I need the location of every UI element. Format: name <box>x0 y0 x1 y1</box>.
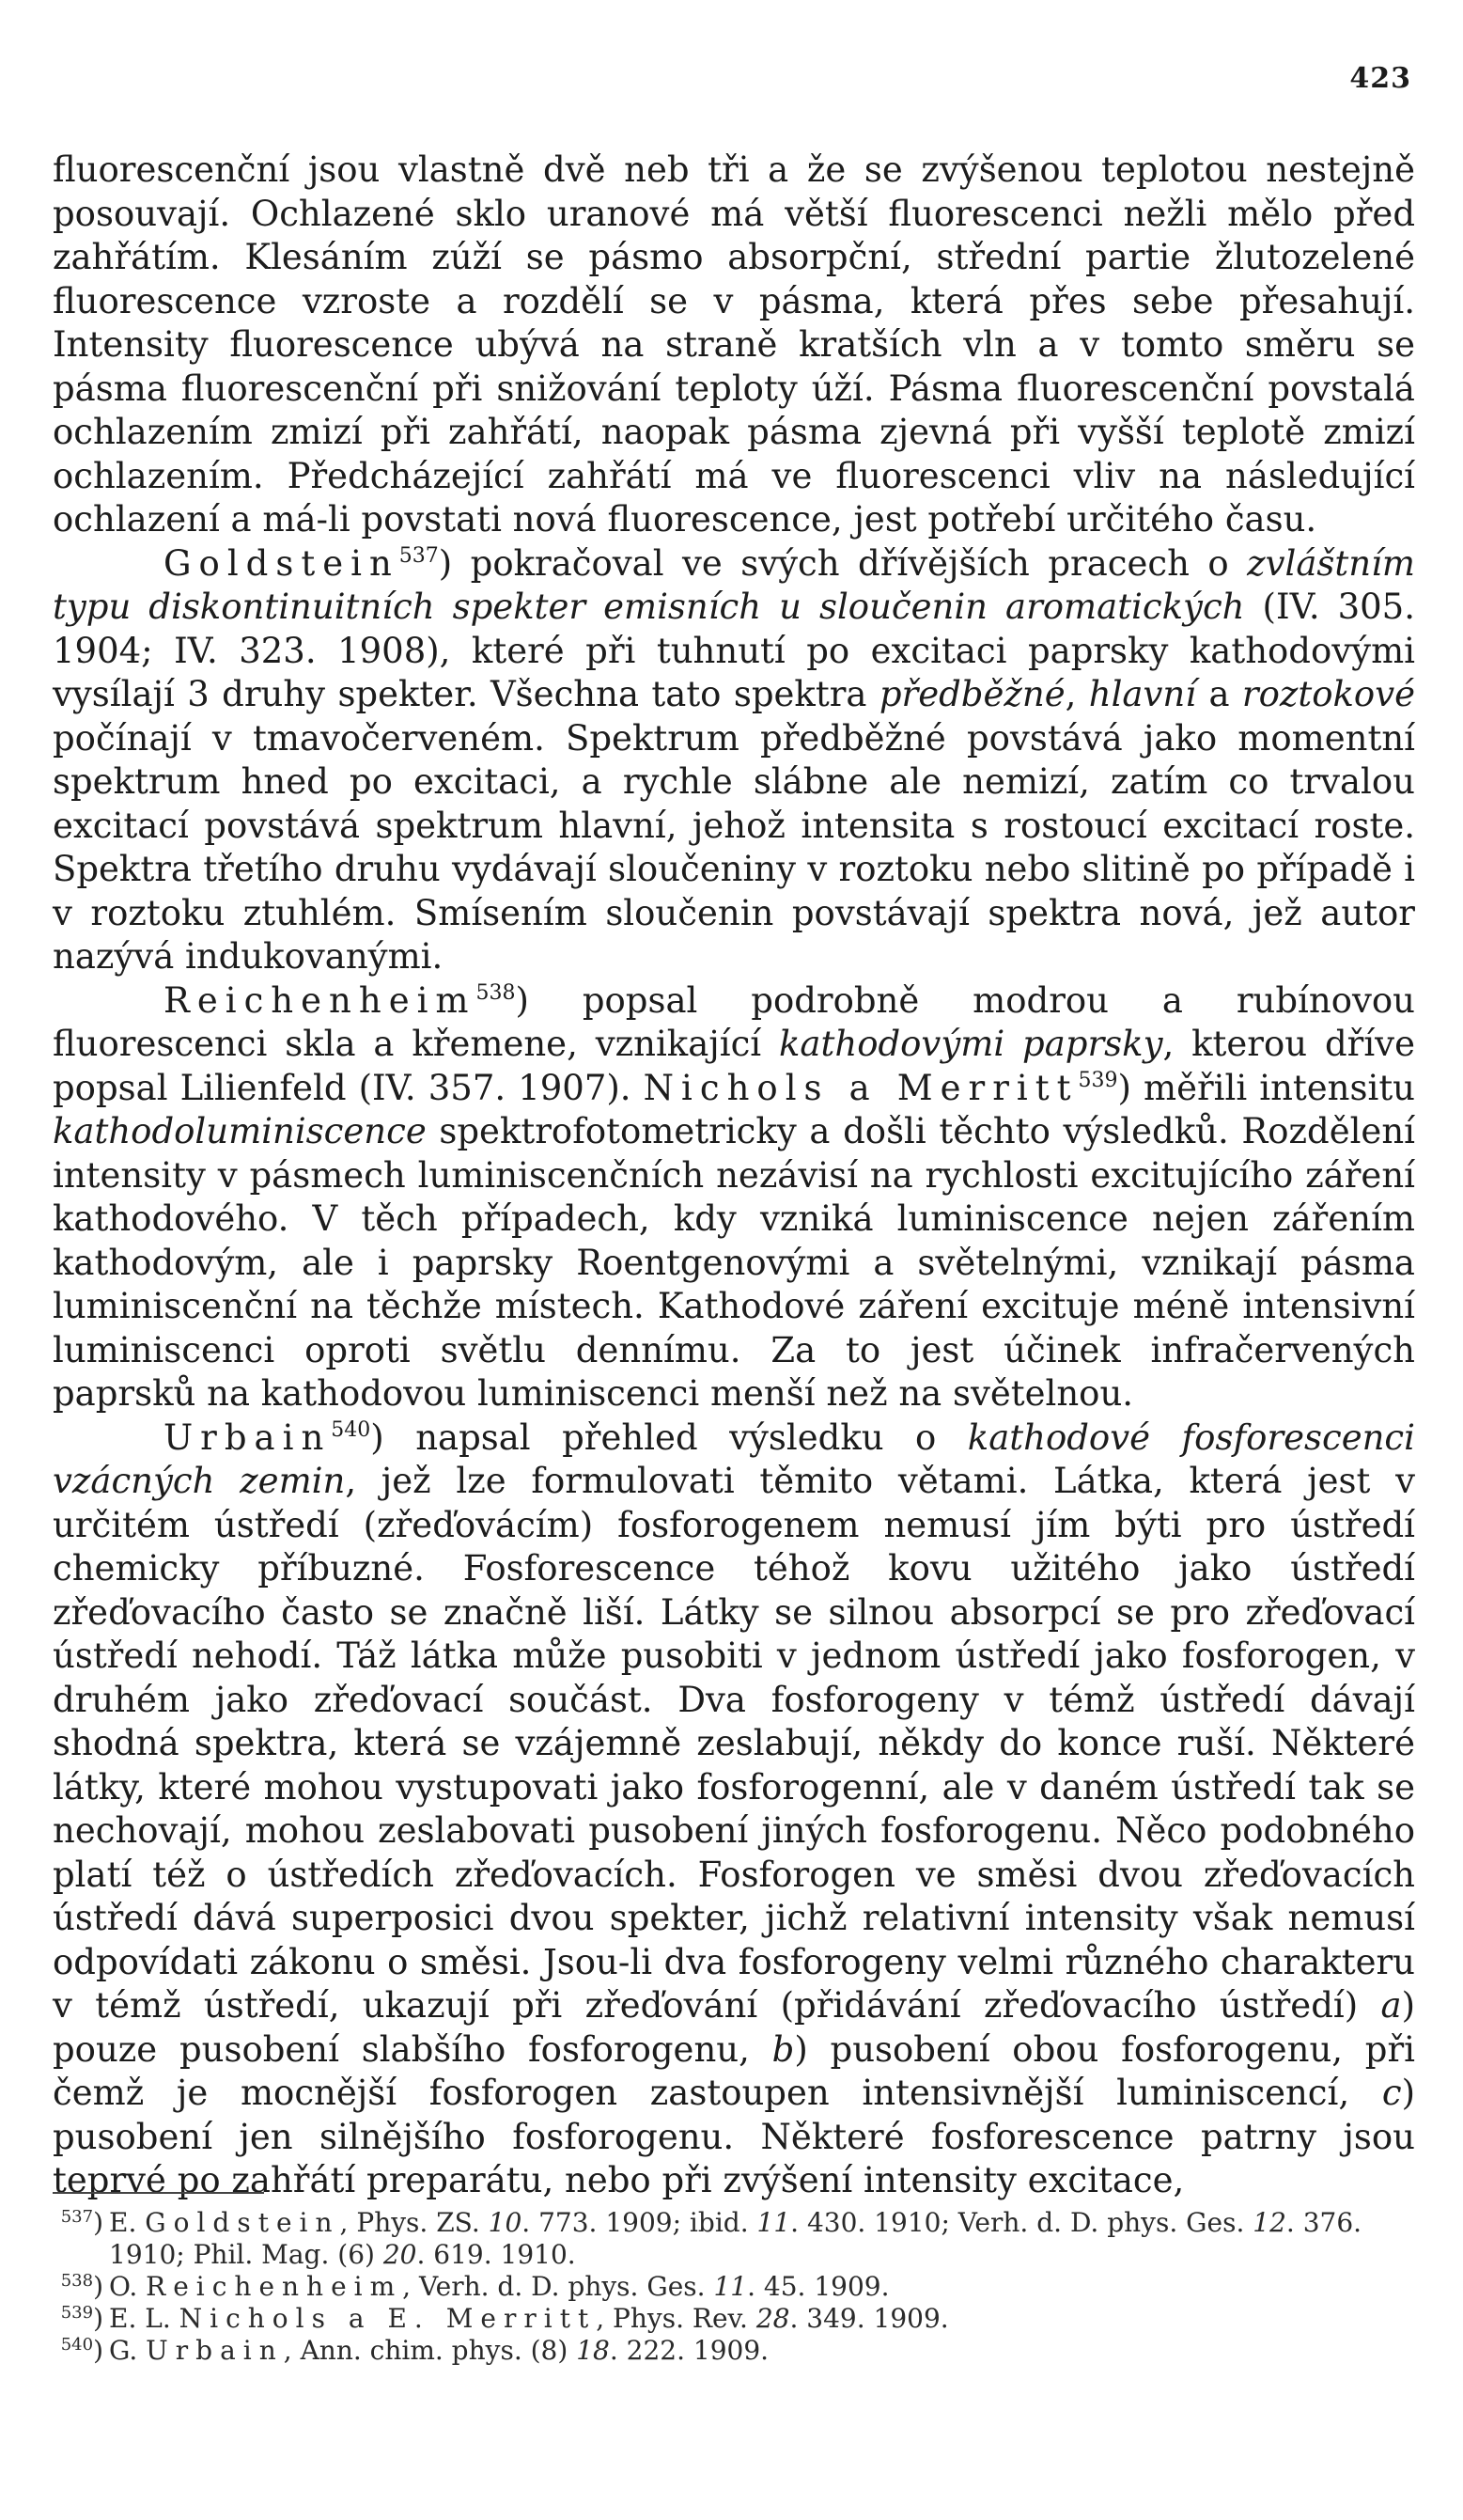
author-name: Urbain <box>163 1417 332 1458</box>
author-name: Reichenheim <box>163 979 476 1021</box>
text-run: . 349. 1909. <box>789 2303 949 2334</box>
text-run: ) pusobení jen silnějšího fosforogenu. Některé fosforescence patrny jsou teprvé po zahřátí preparátu, nebo při zvýšení intensity excitace, <box>53 2073 1415 2200</box>
text-run: počínají v tmavočerveném. Spektrum předběžné povstává jako momentní spektrum hned po excitaci, a rychle slábne ale nemizí, zatím co trvalou excitací povstává spektrum hlavní, jehož intensita s rostoucí excitací roste. Spektra třetího druhu vydávají sloučeniny v roztoku nebo slitině po případě i v roztoku ztuhlém. Smísením sloučenin povstávají spektra nová, jež autor nazývá indukovanými. <box>53 717 1415 977</box>
footnote-ref[interactable]: 537 <box>398 543 439 568</box>
paragraph-3 <box>53 979 1415 1417</box>
footnote-number: 540 <box>60 2335 94 2355</box>
author-name: Goldstein <box>145 2207 340 2238</box>
footnote-mark: $^{540}$) <box>60 2335 103 2366</box>
italic-term: kathodové fosforescenci vzácných zemin <box>53 1417 1415 1501</box>
text-run: . 430. 1910; Verh. d. D. phys. Ges. <box>790 2207 1253 2238</box>
italic-term: a <box>1380 1985 1402 2026</box>
text-run: ) pouze pusobení slabšího fosforogenu, <box>53 1985 1415 2070</box>
italic-term: kathodovými paprsky <box>779 1024 1163 1064</box>
footnote-ref[interactable]: 538 <box>475 980 516 1005</box>
footnote-ref[interactable]: 540 <box>331 1417 371 1442</box>
text-run: . 619. 1910. <box>416 2239 576 2270</box>
italic-term: kathodoluminiscence <box>53 1111 427 1151</box>
text-run: . 45. 1909. <box>747 2271 890 2302</box>
footnote-537 <box>53 2207 1415 2271</box>
author-name: Nichols a Merritt <box>643 1067 1079 1108</box>
text-run: . 773. 1909; ibid. <box>521 2207 757 2238</box>
footnote-539 <box>53 2303 1415 2335</box>
text-run: , kterou dříve popsal Lilienfeld (IV. 357. 1907). <box>53 1024 1415 1108</box>
footnote-divider <box>53 2192 264 2194</box>
text-run: a <box>1196 674 1242 714</box>
footnote-number: 537 <box>60 2207 94 2227</box>
text-run: ) pokračoval ve svých dřívějších pracech o <box>438 542 1248 584</box>
footnote-ref[interactable]: 539 <box>1078 1068 1118 1092</box>
author-name: Urbain <box>146 2335 284 2366</box>
text-run: ) popsal podrobně modrou a rubínovou fluorescenci skla a křemene, vznikající <box>53 979 1415 1064</box>
volume-number: 11 <box>713 2271 748 2302</box>
italic-term: b <box>771 2028 795 2070</box>
text-run: G. <box>109 2335 147 2366</box>
page-number: 423 <box>1349 62 1411 95</box>
paragraph-2 <box>53 542 1415 979</box>
paragraph-1: fluorescenční jsou vlastně dvě neb tři a že se zvýšenou teplotou nestejně posouvají. Ochlazené sklo uranové má větší fluorescenci nežli mělo před zahřátím. Klesáním zúží se pásmo absorpční, střední partie žlutozelené fluorescence vzroste a rozdělí se v pásma, která přes sebe přesahují. Intensity fluorescence ubývá na straně kratších vln a v tomto směru se pásma fluorescenční při snižování teploty úží. Pásma fluorescenční povstalá ochlazením zmizí při zahřátí, naopak pásma zjevná při vyšší teplotě zmizí ochlazením. Předcházející zahřátí má ve fluorescenci vliv na následující ochlazení a má-li povstati nová fluorescence, jest potřebí určitého času. <box>53 149 1415 540</box>
text-run: spektrofotometricky a došli těchto výsledků. Rozdělení intensity v pásmech luminiscenčních nezávisí na rychlosti excitujícího záření kathodového. V těch případech, kdy vzniká luminiscence nejen zářením kathodovým, ale i paprsky Roentgenovými a světelnými, vznikají pásma luminiscenční na těchže místech. Kathodové záření excituje méně intensivní luminiscenci oproti světlu dennímu. Za to jest účinek infračervených paprsků na kathodovou luminiscenci menší než na světelnou. <box>53 1111 1415 1414</box>
body-text <box>53 149 1415 2203</box>
text-run: ) měřili intensitu <box>1117 1067 1416 1108</box>
footnote-538 <box>53 2271 1415 2303</box>
footnote-540 <box>53 2335 1415 2367</box>
volume-number: 10 <box>488 2207 522 2238</box>
footnotes <box>53 2207 1415 2367</box>
italic-term: roztokové <box>1241 674 1415 714</box>
author-name: Reichenheim <box>146 2271 403 2302</box>
italic-term: předběžné <box>879 674 1066 714</box>
text-run: , Phys. Rev. <box>596 2303 756 2334</box>
text-run: ) pusobení obou fosforogenu, při čemž je mocnější fosforogen zastoupen intensivnější luminiscencí, <box>53 2028 1415 2113</box>
text-run: (IV. 305. 1904; IV. 323. 1908), které při tuhnutí po excitaci paprsky kathodovými vysílají 3 druhy spekter. Všechna tato spektra <box>53 587 1415 714</box>
volume-number: 11 <box>756 2207 791 2238</box>
author-name: Goldstein <box>163 542 399 584</box>
footnote-number: 539 <box>60 2303 94 2323</box>
volume-number: 12 <box>1253 2207 1286 2238</box>
text-run: . 222. 1909. <box>609 2335 770 2366</box>
text-run: O. <box>109 2271 147 2302</box>
text-run: , <box>1065 674 1089 714</box>
volume-number: 20 <box>382 2239 417 2270</box>
footnote-mark: $^{539}$) <box>60 2303 103 2334</box>
text-run: , Phys. ZS. <box>339 2207 489 2238</box>
text-run: , jež lze formulovati těmito větami. Látka, která jest v určitém ústředí (zřeďovácím) fosforogenem nemusí jím býti pro ústředí chemicky příbuzné. Fosforescence téhož kovu užitého jako ústředí zřeďovacího často se značně liší. Látky se silnou absorpcí se pro zřeďovací ústředí nehodí. Táž látka může pusobiti v jednom ústředí jako fosforogen, v druhém jako zřeďovací součást. Dva fosforogeny v témž ústředí dávají shodná spektra, která se vzájemně zeslabují, někdy do konce ruší. Některé látky, které mohou vystupovati jako fosforogenní, ale v daném ústředí tak se nechovají, mohou zeslabovati pusobení jiných fosforogenu. Něco podobného platí též o ústředích zřeďovacích. Fosforogen ve směsi dvou zřeďovacích ústředí dává superposici dvou spekter, jichž relativní intensity však nemusí odpovídati zákonu o směsi. Jsou-li dva fosforogeny velmi různého charakteru v témž ústředí, ukazují při zřeďování (přidávání zřeďovacího ústředí) <box>53 1461 1415 2026</box>
footnote-mark: $^{537}$) <box>60 2207 103 2238</box>
text-run: E. L. <box>109 2303 179 2334</box>
footnote-number: 538 <box>60 2271 94 2291</box>
volume-number: 18 <box>576 2335 610 2366</box>
author-name: Nichols a E. Merritt <box>179 2303 597 2334</box>
italic-term: c <box>1381 2073 1402 2113</box>
footnote-mark: $^{538}$) <box>60 2271 103 2302</box>
volume-number: 28 <box>755 2303 790 2334</box>
text-run: , Ann. chim. phys. (8) <box>283 2335 577 2366</box>
text-run: ) napsal přehled výsledku o <box>370 1417 968 1458</box>
text-run: , Verh. d. D. phys. Ges. <box>402 2271 714 2302</box>
italic-term: hlavní <box>1088 674 1197 714</box>
italic-term: zvláštním typu diskontinuitních spekter emisních u sloučenin aromatických <box>53 542 1415 627</box>
paragraph-4 <box>53 1417 1415 2203</box>
text-run: E. <box>109 2207 146 2238</box>
text-run: . 376. 1910; Phil. Mag. (6) <box>109 2207 1362 2270</box>
